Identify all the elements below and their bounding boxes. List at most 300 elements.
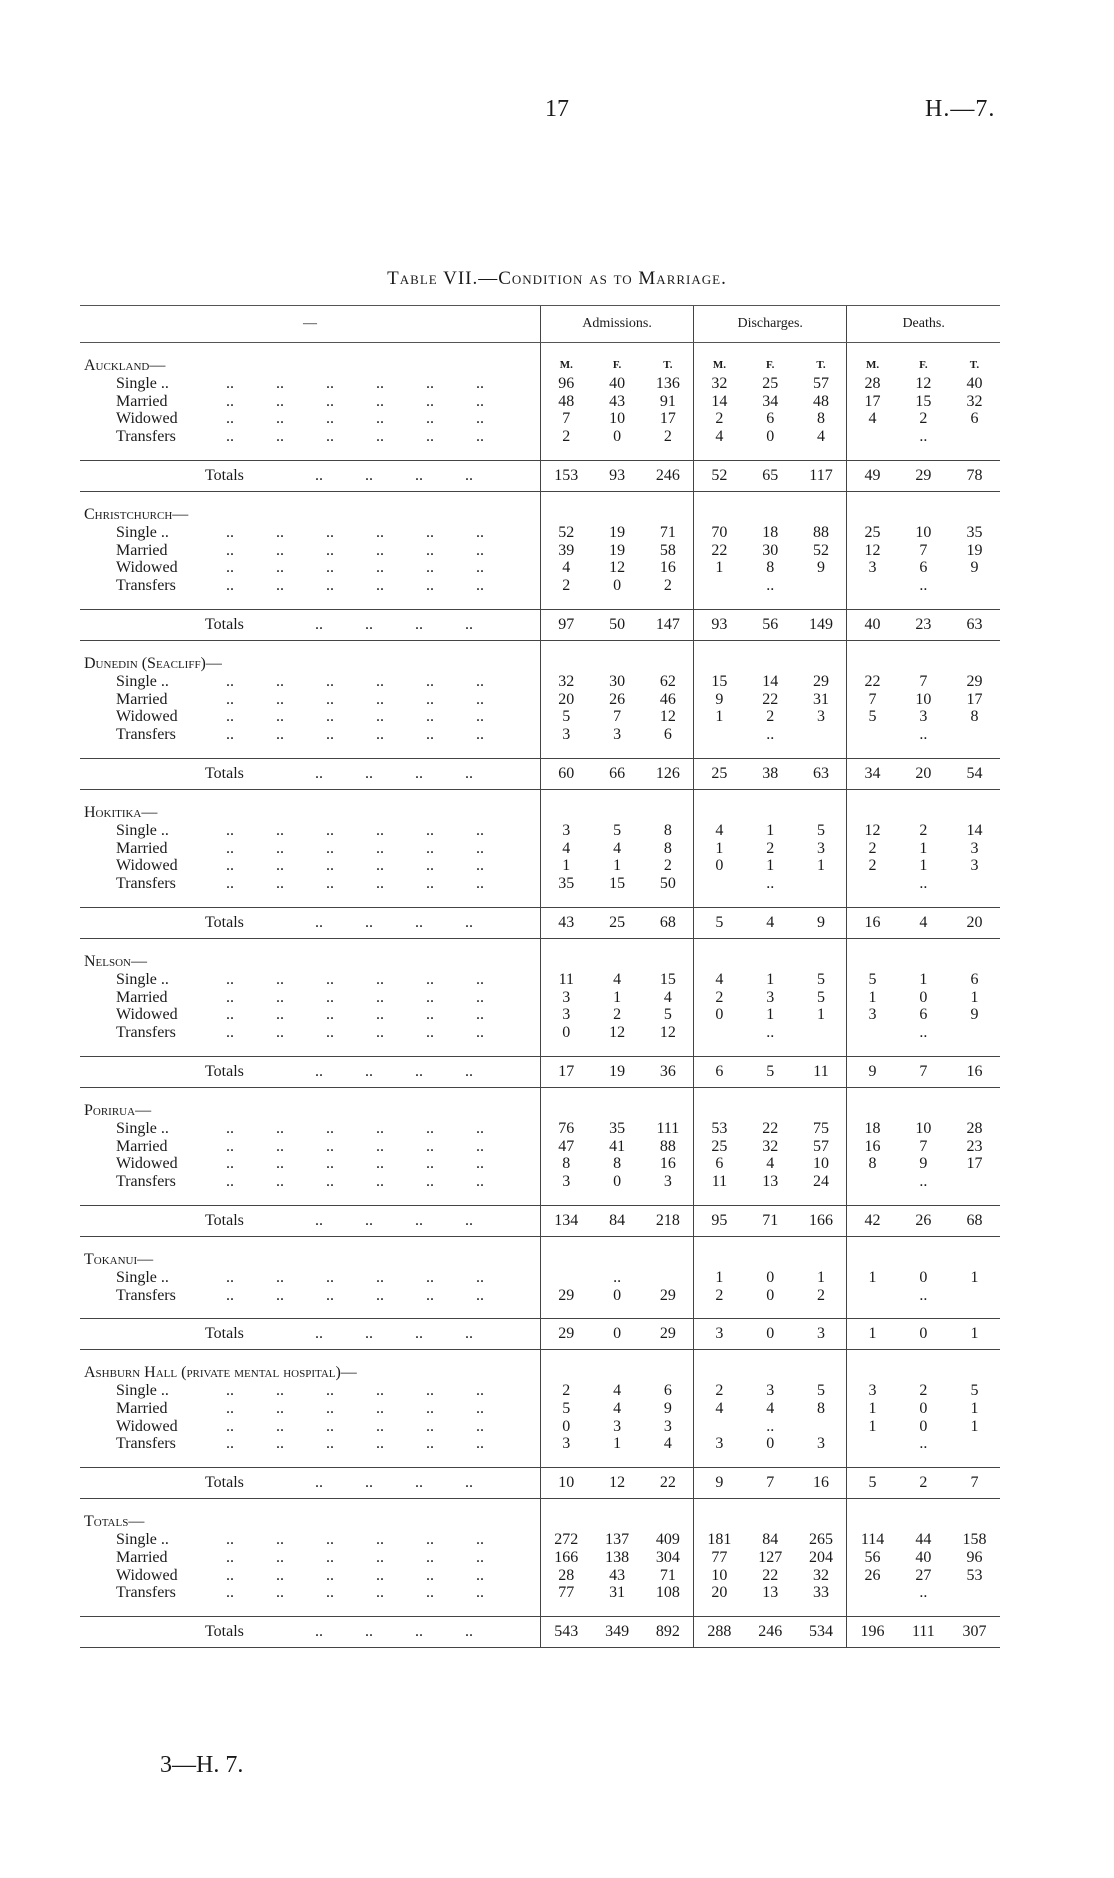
cell-value: 24 <box>813 1173 829 1191</box>
total-value: 49 <box>847 460 898 491</box>
row-label: Married <box>116 988 168 1006</box>
row-label: Widowed <box>116 1417 178 1435</box>
total-value: 68 <box>643 907 694 938</box>
row-label-cell <box>80 1531 541 1549</box>
cell-value: 12 <box>659 1024 676 1042</box>
cell-value: 1 <box>919 857 928 875</box>
total-value: 63 <box>796 758 847 789</box>
total-value: 7 <box>898 1056 949 1087</box>
spacer-row <box>80 1453 1000 1468</box>
cell-value: 5 <box>970 1382 979 1400</box>
mft-subheader <box>847 953 898 971</box>
cell-value: 2 <box>541 577 592 595</box>
section-name: Christchurch— <box>84 505 189 523</box>
cell-value: 7 <box>919 1137 928 1155</box>
cell-value: 6 <box>663 1382 672 1400</box>
table-row <box>80 524 1000 542</box>
spacer-row <box>80 1499 1000 1514</box>
leader-dots: .. .. .. .. <box>315 1212 473 1229</box>
cell-value: 3 <box>541 1006 592 1024</box>
mft-subheader <box>898 1102 949 1120</box>
leader-dots: .. .. .. .. <box>315 1474 473 1492</box>
mft-header-row <box>80 1251 1000 1269</box>
mft-subheader <box>592 506 643 524</box>
totals-row <box>80 1205 1000 1236</box>
cell-value: 1 <box>919 970 928 988</box>
cell-value: 0 <box>766 1286 775 1304</box>
cell-value: 16 <box>659 559 676 577</box>
total-value: 34 <box>847 758 898 789</box>
cell-value <box>694 1418 745 1436</box>
cell-value: 34 <box>762 392 779 410</box>
cell-value: 1 <box>694 559 745 577</box>
cell-value: 2 <box>613 1006 622 1024</box>
total-value: 134 <box>541 1205 592 1236</box>
total-value: 3 <box>694 1319 745 1350</box>
mft-subheader <box>949 655 1000 673</box>
cell-value: 3 <box>541 989 592 1007</box>
mft-header-row <box>80 506 1000 524</box>
total-value: 52 <box>694 460 745 491</box>
total-value: 196 <box>847 1617 898 1648</box>
cell-value: 5 <box>541 1400 592 1418</box>
cell-value: 1 <box>847 989 898 1007</box>
cell-value: 8 <box>817 410 825 428</box>
spacer-row <box>80 1236 1000 1251</box>
leader-dots: .. .. .. .. .. .. <box>226 1173 484 1191</box>
total-value: 42 <box>847 1205 898 1236</box>
cell-value <box>796 726 847 744</box>
cell-value: 8 <box>847 1155 898 1173</box>
cell-value: 5 <box>847 971 898 989</box>
cell-value: 2 <box>694 989 745 1007</box>
cell-value: 32 <box>966 392 983 410</box>
leader-dots: .. .. .. .. .. .. <box>226 1417 484 1435</box>
cell-value: 5 <box>663 1006 672 1024</box>
mft-subheader <box>847 1513 898 1531</box>
cell-value <box>949 726 1000 744</box>
mft-subheader <box>643 1251 694 1269</box>
row-label-cell <box>80 822 541 840</box>
cell-value <box>694 577 745 595</box>
mft-subheader <box>949 1251 1000 1269</box>
mft-subheader: T. <box>969 359 980 371</box>
page-number: 17 <box>545 96 569 122</box>
totals-label: Totals <box>205 765 244 783</box>
cell-value: 19 <box>966 541 983 559</box>
row-label: Married <box>116 1548 168 1566</box>
cell-value: 84 <box>762 1531 779 1549</box>
row-label: Single .. <box>116 970 169 988</box>
section-name: Dunedin (Seacliff)— <box>84 654 222 672</box>
cell-value <box>796 875 847 893</box>
cell-value: 43 <box>609 392 626 410</box>
row-label-cell <box>80 840 541 858</box>
total-value: 111 <box>898 1617 949 1648</box>
cell-value: 48 <box>541 393 592 411</box>
cell-value: 10 <box>813 1155 829 1173</box>
total-value: 26 <box>898 1205 949 1236</box>
cell-value: 27 <box>915 1566 932 1584</box>
cell-value: 22 <box>762 690 779 708</box>
cell-value: 17 <box>966 1155 983 1173</box>
cell-value: 1 <box>694 708 745 726</box>
mft-subheader <box>847 506 898 524</box>
cell-value: 29 <box>966 672 983 690</box>
cell-value: 5 <box>817 988 825 1006</box>
leader-dots: .. .. .. .. .. .. <box>226 708 484 726</box>
table-row <box>80 577 1000 595</box>
cell-value: 114 <box>847 1531 898 1549</box>
leader-dots: .. .. .. .. <box>315 914 473 932</box>
spacer-row <box>80 893 1000 908</box>
mft-subheader <box>847 804 898 822</box>
row-label-cell <box>80 1382 541 1400</box>
cell-value: 111 <box>656 1119 680 1137</box>
cell-value: 2 <box>847 840 898 858</box>
row-label: Single .. <box>116 1531 169 1549</box>
mft-subheader <box>847 1251 898 1269</box>
row-label-cell <box>80 428 541 446</box>
row-label: Transfers <box>116 1435 176 1453</box>
cell-value: 14 <box>694 393 745 411</box>
cell-value: 12 <box>659 708 676 726</box>
cell-value: 9 <box>970 1006 979 1024</box>
totals-label: Totals <box>205 467 244 485</box>
total-value: 0 <box>898 1319 949 1350</box>
total-value: 543 <box>541 1617 592 1648</box>
cell-value: 28 <box>541 1567 592 1585</box>
cell-value: 18 <box>762 523 779 541</box>
row-label-cell <box>80 577 541 595</box>
cell-value: 4 <box>817 428 825 446</box>
cell-value: 1 <box>970 1417 979 1435</box>
spacer-row <box>80 1602 1000 1617</box>
mft-subheader <box>949 953 1000 971</box>
discharges-header: Discharges. <box>694 306 847 343</box>
cell-value: 22 <box>847 673 898 691</box>
cell-value <box>541 1269 592 1287</box>
total-value: 534 <box>796 1617 847 1648</box>
cell-value: 7 <box>613 708 622 726</box>
cell-value: 2 <box>766 839 775 857</box>
row-label: Transfers <box>116 875 176 893</box>
total-value: 20 <box>898 758 949 789</box>
cell-value: 10 <box>609 410 626 428</box>
total-value: 22 <box>643 1468 694 1499</box>
cell-value: 1 <box>613 1435 622 1453</box>
cell-value: 4 <box>766 1399 775 1417</box>
cell-value: .. <box>766 726 775 744</box>
cell-value: 6 <box>970 970 979 988</box>
mft-subheader: F. <box>612 359 622 371</box>
total-value: 84 <box>592 1205 643 1236</box>
cell-value <box>847 726 898 744</box>
total-value: 17 <box>541 1056 592 1087</box>
mft-subheader <box>898 506 949 524</box>
row-label-cell <box>80 375 541 393</box>
row-label-cell <box>80 708 541 726</box>
row-label-cell <box>80 1549 541 1567</box>
mft-subheader <box>643 655 694 673</box>
cell-value: 4 <box>694 1400 745 1418</box>
total-value: 38 <box>745 758 796 789</box>
cell-value: 0 <box>541 1418 592 1436</box>
cell-value: 181 <box>694 1531 745 1549</box>
cell-value: 108 <box>655 1584 680 1602</box>
cell-value <box>694 726 745 744</box>
cell-value: 9 <box>919 1155 928 1173</box>
cell-value: 3 <box>613 726 622 744</box>
cell-value: 12 <box>609 559 626 577</box>
mft-subheader <box>541 506 592 524</box>
cell-value: 9 <box>663 1399 672 1417</box>
leader-dots: .. .. .. .. .. .. <box>226 541 484 559</box>
cell-value: 2 <box>663 857 672 875</box>
total-value: 50 <box>592 609 643 640</box>
cell-value: 1 <box>613 857 622 875</box>
cell-value: 4 <box>847 410 898 428</box>
cell-value: 0 <box>613 1286 622 1304</box>
row-label: Married <box>116 690 168 708</box>
cell-value: 39 <box>541 542 592 560</box>
table-body <box>80 357 1000 1648</box>
cell-value: 88 <box>659 1137 676 1155</box>
table-row <box>80 375 1000 393</box>
cell-value <box>949 1584 1000 1602</box>
cell-value: 1 <box>694 840 745 858</box>
mft-subheader: T. <box>816 359 826 371</box>
cell-value: .. <box>919 577 928 595</box>
cell-value: 304 <box>655 1548 680 1566</box>
row-label-cell <box>80 1567 541 1585</box>
cell-value: 4 <box>694 971 745 989</box>
cell-value: 1 <box>766 821 775 839</box>
leader-dots: .. .. .. .. .. .. <box>226 821 484 839</box>
total-value: 29 <box>541 1319 592 1350</box>
total-value: 166 <box>796 1205 847 1236</box>
totals-label-cell <box>80 1056 541 1087</box>
total-value: 12 <box>592 1468 643 1499</box>
total-value: 2 <box>898 1468 949 1499</box>
leader-dots: .. .. .. .. .. .. <box>226 523 484 541</box>
cell-value: 46 <box>659 690 676 708</box>
cell-value: .. <box>919 1435 928 1453</box>
cell-value: 4 <box>613 839 622 857</box>
cell-value: 3 <box>847 1382 898 1400</box>
cell-value: 2 <box>694 1287 745 1305</box>
mft-subheader <box>745 1364 796 1382</box>
cell-value: 9 <box>817 559 825 577</box>
table-row <box>80 1382 1000 1400</box>
admissions-header: Admissions. <box>541 306 694 343</box>
cell-value: 8 <box>817 1399 825 1417</box>
row-label: Married <box>116 839 168 857</box>
totals-label: Totals <box>205 914 244 932</box>
leader-dots: .. .. .. .. .. .. <box>226 1399 484 1417</box>
row-label-cell <box>80 1173 541 1191</box>
cell-value: 62 <box>659 672 676 690</box>
cell-value: 41 <box>609 1137 626 1155</box>
mft-subheader <box>796 1513 847 1531</box>
mft-subheader <box>541 1102 592 1120</box>
table-row <box>80 673 1000 691</box>
cell-value: 1 <box>766 970 775 988</box>
totals-label-cell <box>80 758 541 789</box>
total-value: 11 <box>796 1056 847 1087</box>
spacer-row <box>80 1042 1000 1057</box>
cell-value: 10 <box>915 690 932 708</box>
cell-value: 29 <box>541 1287 592 1305</box>
total-value: 36 <box>643 1056 694 1087</box>
leader-dots: .. .. .. .. .. .. <box>226 1435 484 1453</box>
cell-value <box>643 1269 694 1287</box>
cell-value <box>949 875 1000 893</box>
table-row <box>80 559 1000 577</box>
leader-dots: .. .. .. .. .. .. <box>226 1137 484 1155</box>
mft-subheader <box>643 1364 694 1382</box>
cell-value: 48 <box>813 392 829 410</box>
cell-value: .. <box>766 577 775 595</box>
total-value: 63 <box>949 609 1000 640</box>
row-label-cell <box>80 1024 541 1042</box>
cell-value <box>949 1173 1000 1191</box>
row-label-cell <box>80 393 541 411</box>
total-value: 95 <box>694 1205 745 1236</box>
total-value: 40 <box>847 609 898 640</box>
row-label-cell <box>80 857 541 875</box>
mft-subheader <box>745 655 796 673</box>
cell-value: 31 <box>609 1584 626 1602</box>
cell-value: 3 <box>766 988 775 1006</box>
row-label: Single .. <box>116 821 169 839</box>
cell-value: 44 <box>915 1531 932 1549</box>
totals-label-cell <box>80 1319 541 1350</box>
cell-value <box>847 1024 898 1042</box>
leader-dots: .. .. .. .. .. .. <box>226 374 484 392</box>
cell-value: 40 <box>609 374 626 392</box>
leader-dots: .. .. .. .. .. .. <box>226 1268 484 1286</box>
mft-subheader <box>541 804 592 822</box>
leader-dots: .. .. .. .. .. .. <box>226 410 484 428</box>
cell-value: 5 <box>817 970 825 988</box>
cell-value: 8 <box>663 839 672 857</box>
spacer-row <box>80 446 1000 461</box>
cell-value: 204 <box>809 1548 833 1566</box>
cell-value: 1 <box>970 1268 979 1286</box>
cell-value: 53 <box>966 1566 983 1584</box>
mft-subheader <box>796 1364 847 1382</box>
total-value: 4 <box>745 907 796 938</box>
cell-value: 77 <box>541 1584 592 1602</box>
mft-subheader <box>694 1513 745 1531</box>
totals-label: Totals <box>205 1474 244 1492</box>
cell-value: 1 <box>970 1399 979 1417</box>
cell-value: 4 <box>694 428 745 446</box>
spacer-row <box>80 595 1000 610</box>
total-value: 149 <box>796 609 847 640</box>
cell-value: 17 <box>659 410 676 428</box>
cell-value: 96 <box>541 375 592 393</box>
cell-value: 32 <box>541 673 592 691</box>
row-label-cell <box>80 410 541 428</box>
row-label: Transfers <box>116 1584 176 1602</box>
cell-value: 32 <box>762 1137 779 1155</box>
mft-header-row <box>80 1102 1000 1120</box>
cell-value: 1 <box>847 1400 898 1418</box>
cell-value: 0 <box>919 1268 928 1286</box>
total-value: 78 <box>949 460 1000 491</box>
row-label-cell <box>80 989 541 1007</box>
total-value: 60 <box>541 758 592 789</box>
cell-value: 4 <box>541 559 592 577</box>
mft-subheader <box>694 1102 745 1120</box>
leader-dots: .. .. .. .. .. .. <box>226 839 484 857</box>
cell-value <box>949 577 1000 595</box>
table-title: Table VII.—Condition as to Marriage. <box>387 268 727 289</box>
row-label: Single .. <box>116 374 169 392</box>
table-row <box>80 1567 1000 1585</box>
mft-subheader <box>592 1102 643 1120</box>
row-label-cell <box>80 542 541 560</box>
total-value: 25 <box>694 758 745 789</box>
mft-subheader <box>898 1251 949 1269</box>
cell-value <box>796 577 847 595</box>
cell-value: 3 <box>541 726 592 744</box>
total-value: 147 <box>643 609 694 640</box>
section-name: Ashburn Hall (private mental hospital)— <box>84 1364 357 1382</box>
cell-value: .. <box>613 1268 622 1286</box>
mft-subheader <box>847 655 898 673</box>
deaths-header: Deaths. <box>847 306 1000 343</box>
row-label: Single .. <box>116 672 169 690</box>
cell-value: .. <box>919 726 928 744</box>
cell-value: 6 <box>694 1155 745 1173</box>
mft-subheader <box>796 655 847 673</box>
section-name: Auckland— <box>84 357 166 374</box>
cell-value: .. <box>919 428 928 446</box>
cell-value: 0 <box>694 1006 745 1024</box>
row-label: Single .. <box>116 1382 169 1400</box>
mft-subheader <box>592 953 643 971</box>
cell-value: 12 <box>847 542 898 560</box>
row-label-cell <box>80 971 541 989</box>
totals-label: Totals <box>205 616 244 634</box>
row-label: Widowed <box>116 1006 178 1024</box>
total-value: 20 <box>949 907 1000 938</box>
leader-dots: .. .. .. .. .. .. <box>226 857 484 875</box>
total-value: 117 <box>796 460 847 491</box>
cell-value: 0 <box>694 857 745 875</box>
table-row <box>80 1400 1000 1418</box>
cell-value: .. <box>766 1024 775 1042</box>
cell-value: 52 <box>813 541 829 559</box>
leader-dots: .. .. .. .. .. .. <box>226 428 484 446</box>
leader-dots: .. .. .. .. <box>315 467 473 485</box>
cell-value: 15 <box>915 392 932 410</box>
cell-value: 19 <box>609 523 626 541</box>
mft-header-row <box>80 953 1000 971</box>
cell-value: 75 <box>813 1119 829 1137</box>
cell-value: 28 <box>966 1119 983 1137</box>
mft-subheader <box>643 1513 694 1531</box>
mft-subheader <box>847 1102 898 1120</box>
section-name: Totals— <box>84 1513 145 1531</box>
leader-dots: .. .. .. .. <box>315 765 473 783</box>
cell-value: 53 <box>694 1120 745 1138</box>
mft-subheader <box>643 506 694 524</box>
mft-subheader <box>694 953 745 971</box>
